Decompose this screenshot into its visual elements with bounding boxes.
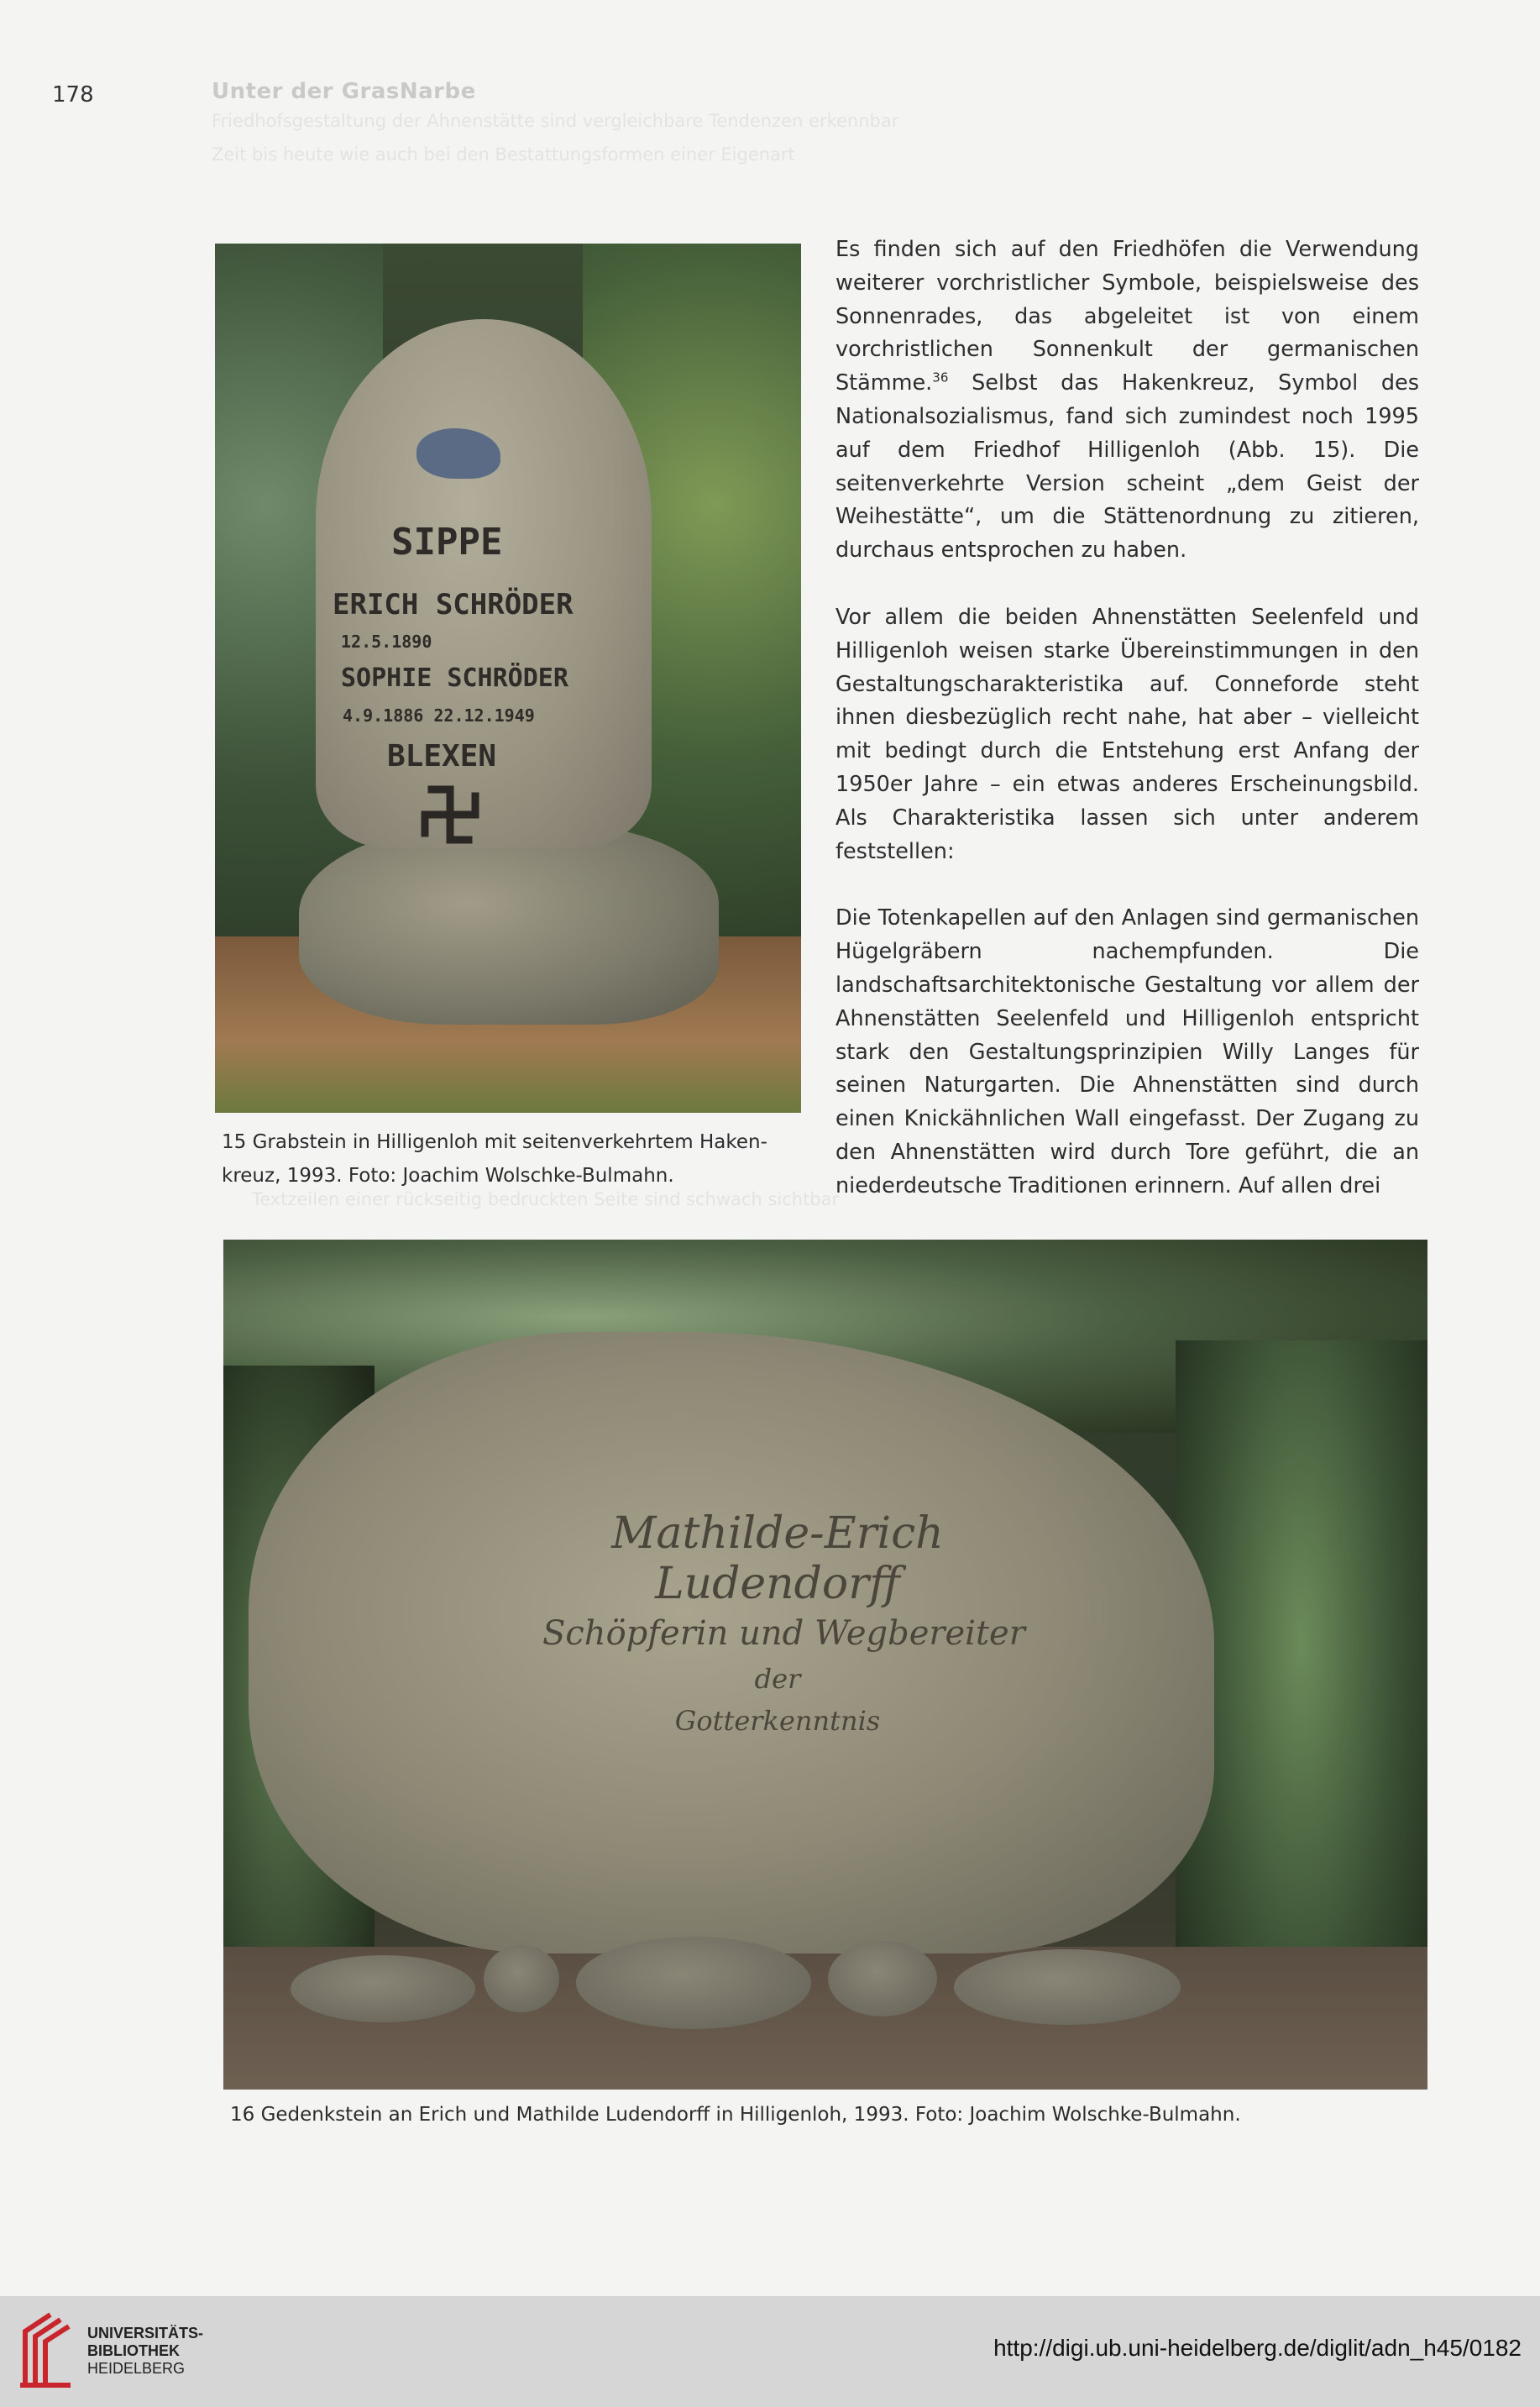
small-stone [828, 1941, 937, 2016]
inscription-line: Schöpferin und Wegbereiter [542, 1614, 1025, 1653]
library-footer [0, 2296, 1540, 2407]
small-stone [954, 1949, 1181, 2025]
stone-engraving: SIPPE [391, 521, 503, 564]
stone-engraving: ERICH SCHRÖDER [333, 588, 574, 621]
stone-engraving: 4.9.1886 22.12.1949 [343, 705, 535, 726]
caption-line: 15 Grabstein in Hilligenloh mit seitenverkehrtem Haken- [222, 1131, 767, 1153]
gravestone-photo [215, 244, 801, 1113]
library-logo-icon[interactable] [17, 2308, 74, 2392]
library-name-line: BIBLIOTHEK [87, 2342, 180, 2359]
paragraph [835, 233, 1419, 568]
running-head: Unter der GrasNarbe [212, 79, 476, 104]
small-stone [576, 1937, 811, 2029]
inscription-line: der [754, 1663, 801, 1695]
stone-engraving: BLEXEN [387, 739, 497, 773]
bleed-through-line: Friedhofsgestaltung der Ahnenstätte sind vergleichbare Tendenzen erkennbar [212, 111, 899, 131]
small-stone [291, 1955, 475, 2022]
stone-inscription [542, 1508, 1025, 1742]
library-name [87, 2325, 203, 2378]
paragraph: Vor allem die beiden Ahnenstätten Seelenfeld und Hilligenloh weisen starke Übereinstimmungen in den Gestaltungscharakteristika auf. Conneforde steht ihnen diesbezüglich recht nahe, hat aber – vielleicht mit bedingt durch die Entstehung erst Anfang der 1950er Jahre – ein etwas anderes Erscheinungsbild. Als Charakteristika lassen sich unter anderem feststellen: [835, 604, 1419, 864]
stone-engraving: 12.5.1890 [341, 632, 432, 652]
figure-16-caption: 16 Gedenkstein an Erich und Mathilde Ludendorff in Hilligenloh, 1993. Foto: Joachim Wolschke-Bulmahn. [230, 2104, 1241, 2126]
source-url-link[interactable]: http://digi.ub.uni-heidelberg.de/diglit/adn_h45/0182 [993, 2335, 1522, 2361]
stone-engraving: SOPHIE SCHRÖDER [341, 663, 568, 693]
page-number: 178 [52, 82, 94, 108]
paragraph-text: Es finden sich auf den Friedhöfen die Verwendung weiterer vorchristlicher Symbole, beispielsweise des Sonnenrades, das abgeleitet ist von einem vorchristlichen Sonnenkult der germanischen Stämme. [835, 237, 1419, 396]
library-name-line: HEIDELBERG [87, 2360, 186, 2377]
bleed-through-line: Zeit bis heute wie auch bei den Bestattungsformen einer Eigenart [212, 144, 795, 165]
body-text [835, 233, 1419, 1204]
inscription-line: Mathilde-Erich [611, 1508, 944, 1559]
small-stone [484, 1945, 559, 2012]
library-name-line: UNIVERSITÄTS- [87, 2325, 204, 2341]
paragraph: Die Totenkapellen auf den Anlagen sind germanischen Hügelgräbern nachempfunden. Die landschaftsarchitektonische Gestaltung vor allem der Ahnenstätten Seelenfeld und Hilligenloh entspricht stark den Gestaltungsprinzipien Willy Langes für seinen Naturgarten. Die Ahnenstätten sind durch einen Knickähnlichen Wall eingefasst. Der Zugang zu den Ahnenstätten wird durch Tore geführt, die an niederdeutsche Traditionen erinnern. Auf allen drei [835, 905, 1419, 1198]
bleed-through-line: Textzeilen einer rückseitig bedruckten Seite sind schwach sichtbar [252, 1189, 840, 1209]
inscription-line: Ludendorff [655, 1559, 900, 1609]
memorial-stone-photo [223, 1240, 1427, 2090]
base-rock [299, 823, 719, 1025]
hooked-cross-icon [416, 781, 484, 848]
caption-line: kreuz, 1993. Foto: Joachim Wolschke-Bulmahn. [222, 1165, 674, 1187]
figure-15-caption [222, 1125, 793, 1193]
paragraph-text: Selbst das Hakenkreuz, Symbol des Nationalsozialismus, fand sich zumindest noch 1995 auf dem Friedhof Hilligenloh (Abb. 15). Die seitenverkehrte Version scheint „dem Geist der Weihestätte“, um die Stättenordnung zu zitieren, durchaus entsprochen zu haben. [835, 370, 1419, 564]
footnote-marker[interactable]: 36 [932, 370, 949, 385]
inscription-line: Gotterkenntnis [674, 1705, 881, 1737]
